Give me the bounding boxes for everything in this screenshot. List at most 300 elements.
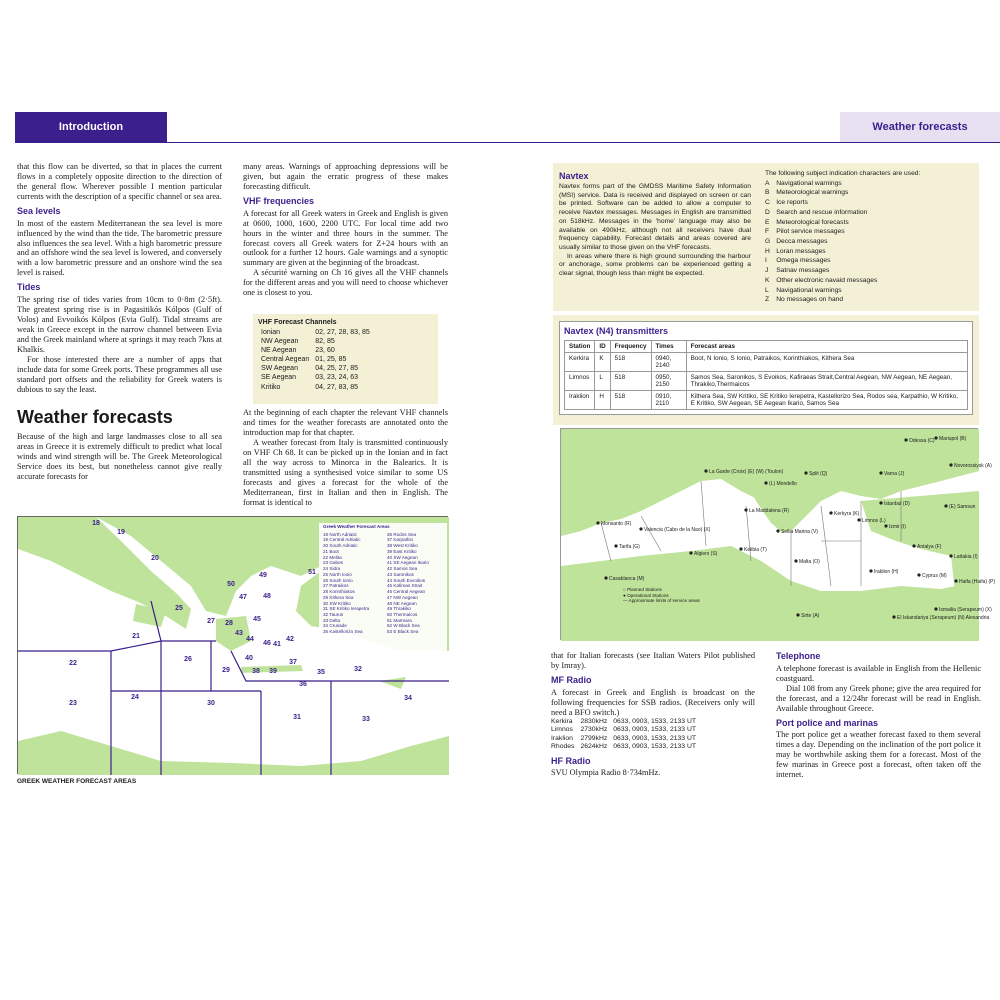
station-label: (E) Samsun bbox=[949, 504, 976, 510]
transmitter-cell: 518 bbox=[610, 353, 651, 372]
station-dot bbox=[949, 554, 952, 557]
navtex-char-code: Z bbox=[765, 296, 770, 304]
legend-entry: 38 West Kritiko bbox=[387, 543, 418, 549]
area-number: 29 bbox=[222, 667, 230, 674]
legend-entry: 24 Sidra bbox=[323, 566, 341, 572]
navtex-char-code: C bbox=[765, 199, 770, 207]
italy-forecast-paragraph: A weather forecast from Italy is transmitted continuously on VHF Ch 68. It can be picked up in the Ionian and in fact all the way across to Minorca in the Balearics. It is transmitted using a synthesised voice similar to some US forecasts and gives a forecast for the whole of the Mediterranean, first in Italian and then in English. The format is identical to bbox=[243, 437, 448, 507]
navtex-station bbox=[869, 569, 898, 575]
navtex-char-row bbox=[765, 179, 883, 189]
legend-column-b bbox=[387, 532, 447, 635]
area-number: 23 bbox=[69, 700, 77, 707]
vhf-row bbox=[258, 346, 373, 355]
area-number: 48 bbox=[263, 593, 271, 600]
legend-entry: 44 South Evvoikos bbox=[387, 577, 426, 583]
legend-entry: 43 Saronikos bbox=[387, 571, 414, 577]
transmitter-row bbox=[565, 391, 968, 410]
legend-entry: 19 Central Adriatic bbox=[323, 537, 361, 543]
vhf-area: Kritiko bbox=[261, 383, 281, 391]
legend-entry: 51 Marmara bbox=[387, 617, 412, 623]
greek-map-legend-title: Greek Weather Forecast Areas bbox=[323, 524, 390, 529]
legend-entry: 53 E Black Sea bbox=[387, 629, 419, 635]
transmitter-cell: K bbox=[595, 353, 610, 372]
station-label: Casablanca (M) bbox=[609, 576, 645, 582]
italian-forecast-paragraph: that for Italian forecasts (see Italian Waters Pilot published by Imray). bbox=[551, 651, 755, 670]
station-dot bbox=[884, 524, 887, 527]
vhf-row bbox=[258, 355, 373, 364]
tides-paragraph: The spring rise of tides varies from 10cm to 0·8m (2·5ft). The greatest spring rise is in Pagasitikós Kólpos (Gulf of Volos) and Evvoikós Kólpos (Evia Gulf). Tidal streams are weak in Greece except in the narrow channel between Evia and the Greek mainland where at springs it may reach 7kns at Khalkís. bbox=[17, 295, 222, 354]
greek-map-legend bbox=[323, 524, 447, 635]
area-number: 28 bbox=[225, 620, 233, 627]
legend-entry: 30 SW Kritiko bbox=[323, 600, 351, 606]
securite-paragraph: A sécurité warning on Ch 16 gives all the VHF channels for the different areas and you will need to choose whichever one is closest to you. bbox=[243, 268, 448, 298]
station-dot bbox=[596, 521, 599, 524]
navtex-station bbox=[776, 529, 818, 535]
mf-frequency-row bbox=[551, 718, 702, 726]
navtex-char-code: A bbox=[765, 179, 770, 187]
vhf-channels: 02, 27, 28, 83, 85 bbox=[315, 329, 370, 336]
navtex-station bbox=[614, 544, 640, 550]
station-label: Izmir (I) bbox=[889, 524, 906, 530]
mf-radio-heading: MF Radio bbox=[551, 674, 592, 685]
area-number: 25 bbox=[175, 605, 183, 612]
transmitter-cell: 518 bbox=[610, 372, 651, 391]
station-label: Iraklion (H) bbox=[874, 569, 899, 575]
navtex-char-row bbox=[765, 256, 883, 266]
header-left-label: Introduction bbox=[58, 121, 124, 133]
mf-frequency-cell: 0633, 0903, 1533, 2133 UT bbox=[613, 726, 697, 734]
station-label: Malta (O) bbox=[799, 559, 820, 565]
station-dot bbox=[776, 529, 779, 532]
mf-frequency-cell: 2830kHz bbox=[580, 717, 608, 725]
navtex-station bbox=[934, 436, 966, 442]
vhf-table bbox=[258, 328, 373, 392]
legend-entry: 33 Delta bbox=[323, 617, 341, 623]
navtex-char-code: B bbox=[765, 189, 770, 197]
area-number: 49 bbox=[259, 572, 267, 579]
navtex-station bbox=[944, 504, 975, 510]
header-right-label: Weather forecasts bbox=[872, 121, 968, 133]
station-dot bbox=[857, 518, 860, 521]
transmitter-cell: 0940, 2140 bbox=[651, 353, 686, 372]
vhf-row bbox=[258, 373, 373, 382]
station-label: El Iskandariya (Serapeum) (N) Alexandria bbox=[897, 615, 990, 621]
area-number: 51 bbox=[308, 569, 316, 576]
area-number: 21 bbox=[132, 633, 140, 640]
navtex-char-code: K bbox=[765, 276, 770, 284]
vhf-row bbox=[258, 383, 373, 392]
transmitters-heading: Navtex (N4) transmitters bbox=[564, 326, 669, 336]
navtex-station bbox=[954, 579, 995, 585]
greek-forecast-areas-map bbox=[17, 516, 448, 774]
legend-entry: 47 NW Aegean bbox=[387, 594, 418, 600]
station-label: La Maddalena (R) bbox=[749, 508, 790, 514]
station-dot bbox=[892, 615, 895, 618]
station-dot bbox=[796, 613, 799, 616]
legend-entry: 20 South Adriatic bbox=[323, 543, 358, 549]
navtex-char-desc: Meteorological forecasts bbox=[776, 218, 849, 226]
vhf-area: SW Aegean bbox=[261, 365, 298, 373]
intro-paragraph: that this flow can be diverted, so that in places the current flows in a completely opposite direction to the direction of the general flow. Wherever possible I mention particular currents with the description of a specific channel or sea area. bbox=[17, 162, 222, 201]
area-number: 43 bbox=[235, 630, 243, 637]
mf-frequency-cell: 0633, 0903, 1533, 2133 UT bbox=[613, 743, 697, 751]
vhf-channels: 04, 25, 27, 85 bbox=[315, 365, 359, 373]
navtex-station bbox=[879, 501, 910, 507]
area-number: 26 bbox=[184, 656, 192, 663]
navtex-station bbox=[917, 573, 947, 579]
mf-frequency-cell: Limnos bbox=[551, 726, 573, 734]
legend-entry: 34 Crusade bbox=[323, 623, 347, 629]
chapter-vhf-paragraph: At the beginning of each chapter the relevant VHF channels and times for the weather forecasts are annotated onto the introduction map for that chapter. bbox=[243, 408, 448, 437]
tides-paragraph-2: For those interested there are a number of apps that include data for some Greek ports. These programmes all use standard port offsets and the reliability for Greek waters is dubious to say the least. bbox=[17, 354, 222, 394]
station-label: Kerkyra (K) bbox=[834, 511, 860, 517]
vhf-area: Ionian bbox=[261, 329, 281, 336]
transmitter-cell: H bbox=[595, 391, 610, 410]
legend-entry: 41 SE Aegean Ikario bbox=[387, 560, 429, 566]
area-number: 19 bbox=[117, 529, 125, 536]
navtex-station bbox=[912, 544, 941, 550]
station-dot bbox=[614, 544, 617, 547]
vhf-row bbox=[258, 364, 373, 373]
area-number: 27 bbox=[207, 618, 215, 625]
column-4 bbox=[776, 651, 981, 780]
station-dot bbox=[917, 573, 920, 576]
weather-forecasts-heading: Weather forecasts bbox=[17, 406, 173, 427]
transmitter-cell: Limnos bbox=[565, 372, 595, 391]
legend-column-a bbox=[323, 532, 383, 635]
navtex-char-desc: Navigational warnings bbox=[776, 286, 842, 294]
navtex-char-code: H bbox=[765, 247, 770, 255]
navtex-station bbox=[857, 518, 886, 524]
legend-entry: 36 Rodos Sea bbox=[387, 531, 417, 537]
navtex-char-code: L bbox=[765, 286, 769, 294]
transmitter-row bbox=[565, 353, 968, 372]
legend-operational: ● Operational Stations bbox=[623, 592, 669, 598]
area-number: 24 bbox=[131, 694, 139, 701]
navtex-char-desc: Omega messages bbox=[776, 257, 831, 265]
vhf-row bbox=[258, 328, 373, 337]
hf-radio-heading: HF Radio bbox=[551, 755, 591, 766]
area-number: 46 bbox=[263, 640, 271, 647]
section-header-left bbox=[15, 112, 167, 142]
med-map-svg bbox=[561, 429, 996, 641]
legend-entry: 21 Boot bbox=[323, 548, 339, 554]
transmitter-column-header: Times bbox=[651, 341, 686, 353]
legend-entry: 39 East Kritiko bbox=[387, 548, 417, 554]
navtex-char-desc: Ice reports bbox=[776, 199, 808, 207]
legend-planned: ○ Planned Stations bbox=[623, 587, 662, 592]
station-dot bbox=[689, 551, 692, 554]
transmitter-cell: Kerkira bbox=[565, 353, 595, 372]
vhf-channels: 04, 27, 83, 85 bbox=[315, 383, 359, 391]
station-label: Mariupol (B) bbox=[939, 436, 967, 442]
area-number: 34 bbox=[404, 695, 412, 702]
mf-frequency-cell: 2624kHz bbox=[580, 743, 608, 751]
mf-frequency-cell: 2799kHz bbox=[580, 734, 608, 742]
navtex-station bbox=[604, 576, 644, 582]
navtex-station bbox=[904, 438, 934, 444]
mf-frequencies-table bbox=[551, 718, 702, 752]
area-number: 31 bbox=[293, 714, 301, 721]
legend-entry: 52 W Black Sea bbox=[387, 623, 420, 629]
navtex-box bbox=[553, 163, 979, 311]
station-label: Haifa (Haifa) (P) bbox=[959, 579, 996, 585]
station-label: Ismailia (Serapeum) (X) bbox=[939, 607, 992, 613]
station-label: Sellia Marina (V) bbox=[781, 529, 818, 535]
legend-entry: 31 SE Kritiko Ierapetra bbox=[323, 606, 370, 612]
navtex-char-code: E bbox=[765, 218, 770, 226]
station-dot bbox=[804, 471, 807, 474]
navtex-char-desc: Pilot service messages bbox=[776, 228, 845, 236]
transmitter-row bbox=[565, 372, 968, 391]
navtex-char-row bbox=[765, 208, 883, 218]
legend-entry: 49 Thrakiko bbox=[387, 606, 411, 612]
transmitter-cell: Iraklion bbox=[565, 391, 595, 410]
vhf-table-title: VHF Forecast Channels bbox=[258, 319, 337, 326]
station-dot bbox=[794, 559, 797, 562]
transmitter-cell: Boot, N Ionio, S Ionio, Patraikos, Korinthiakos, Kithera Sea bbox=[686, 353, 967, 372]
section-header-right bbox=[840, 112, 1000, 142]
legend-entry: 18 North Adriatic bbox=[323, 531, 357, 537]
station-label: Kelibia (T) bbox=[744, 547, 767, 553]
area-number: 37 bbox=[289, 659, 297, 666]
column-1 bbox=[17, 162, 222, 482]
navtex-char-row bbox=[765, 198, 883, 208]
area-number: 44 bbox=[246, 636, 254, 643]
station-dot bbox=[934, 607, 937, 610]
navtex-char-row bbox=[765, 188, 883, 198]
vhf-channels: 23, 60 bbox=[315, 347, 335, 355]
navtex-stations-map bbox=[560, 428, 996, 640]
station-dot bbox=[869, 569, 872, 572]
navtex-station bbox=[949, 463, 992, 469]
station-dot bbox=[954, 579, 957, 582]
mf-frequency-cell: 0633, 0903, 1533, 2133 UT bbox=[613, 717, 697, 725]
area-number: 47 bbox=[239, 594, 247, 601]
station-label: Split (Q) bbox=[809, 471, 828, 477]
legend-entry: 42 Samos Sea bbox=[387, 566, 418, 572]
sea-levels-heading: Sea levels bbox=[17, 205, 61, 216]
navtex-paragraph: Navtex forms part of the GMDSS Maritime Safety Information (MSI) service. Data is received and displayed on screen or can be printed. Software can be added to allow a computer to receive Navtex messages. Messages in English are transmitted on 518kHz. Messages in the 'home' language may also be available on 490kHz, although not all receivers have dual frequency capability. Forecast details and areas covered are usually similar to those given on the VHF forecasts. bbox=[559, 183, 751, 251]
station-label: Novorossiysk (A) bbox=[954, 463, 992, 469]
station-label: Lattakia (I) bbox=[954, 554, 978, 560]
navtex-char-row bbox=[765, 276, 883, 286]
navtex-chars-intro: The following subject indication characters are used: bbox=[765, 170, 921, 177]
area-number: 40 bbox=[245, 655, 253, 662]
navtex-station bbox=[934, 607, 992, 613]
area-number: 20 bbox=[151, 555, 159, 562]
area-number: 38 bbox=[252, 668, 260, 675]
navtex-char-row bbox=[765, 218, 883, 228]
legend-entry: 32 Taurus bbox=[323, 612, 344, 618]
vhf-heading: VHF frequencies bbox=[243, 195, 315, 206]
legend-entry: 22 Melita bbox=[323, 554, 342, 560]
station-label: Antalya (F) bbox=[917, 544, 942, 550]
hf-radio-paragraph: SVU Olympia Radio 8·734mHz. bbox=[551, 768, 661, 778]
telephone-heading: Telephone bbox=[776, 651, 821, 661]
mf-frequency-cell: Iraklion bbox=[551, 734, 573, 742]
area-number: 39 bbox=[269, 668, 277, 675]
station-label: Varna (J) bbox=[884, 471, 905, 477]
navtex-char-row bbox=[765, 237, 883, 247]
station-label: Limnos (L) bbox=[862, 518, 886, 524]
navtex-char-desc: Search and rescue information bbox=[776, 208, 868, 216]
transmitter-cell: L bbox=[595, 372, 610, 391]
legend-entry: 28 Korinthiakos bbox=[323, 589, 355, 595]
vhf-row bbox=[258, 337, 373, 346]
navtex-char-row bbox=[765, 266, 883, 276]
mf-frequency-row bbox=[551, 726, 702, 734]
station-dot bbox=[739, 547, 742, 550]
legend-entry: 50 Thermaicos bbox=[387, 612, 418, 618]
column-2 bbox=[243, 162, 448, 298]
tides-heading: Tides bbox=[17, 282, 41, 293]
vhf-channels-box bbox=[253, 314, 438, 404]
mf-frequency-cell: 2730kHz bbox=[580, 726, 608, 734]
navtex-char-desc: Meteorological warnings bbox=[776, 189, 849, 197]
transmitter-column-header: Forecast areas bbox=[686, 341, 967, 353]
vhf-paragraph: A forecast for all Greek waters in Greek and English is given at 0600, 1000, 1600, 2200 UTC. For local time add two hours in the winter and three hours in the summer. The forecast covers all Greek waters for Z+24 hours with an outlook for a further 12 hours. Gale warnings and a synoptic summary are given at the beginning of the broadcast. bbox=[243, 208, 448, 268]
navtex-char-code: J bbox=[765, 267, 769, 275]
navtex-char-code: F bbox=[765, 228, 770, 236]
vhf-channels: 03, 23, 24, 63 bbox=[315, 374, 359, 382]
navtex-station bbox=[879, 471, 904, 477]
navtex-char-desc: Navigational warnings bbox=[776, 179, 842, 187]
navtex-char-row bbox=[765, 247, 883, 257]
area-number: 18 bbox=[92, 520, 100, 527]
navtex-station bbox=[704, 469, 783, 475]
port-police-paragraph: The port police get a weather forecast faxed to them several times a day. Depending on the inclination of the port police it may be worthwhile asking them for a forecast. Most of the few marinas in Greece post a forecast, often taken off the internet. bbox=[776, 730, 981, 780]
weather-forecasts-paragraph: Because of the high and large landmasses close to all sea areas in Greece it is extremely difficult to predict what local winds and wind strength will be. The Greek Meteorological Service does its best, but nonetheless cannot give really accurate forecasts for bbox=[17, 432, 222, 482]
navtex-transmitters-box bbox=[553, 315, 979, 425]
transmitter-cell: Kithera Sea, SW Kritiko, SE Kritiko Ierepetra, Kastellorizo Sea, Rodos sea, Karpathio, W Kritiko, E Kritiko, SW Aegean, SE Aegean Ikario, Samos Sea bbox=[686, 391, 967, 410]
area-number: 36 bbox=[299, 681, 307, 688]
telephone-paragraph-2: Dial 108 from any Greek phone; give the area required for the forecast, and a 12/24hr forecast will be read in English. Available throughout Greece. bbox=[776, 683, 981, 713]
station-dot bbox=[879, 471, 882, 474]
area-number: 35 bbox=[317, 669, 325, 676]
station-dot bbox=[829, 511, 832, 514]
column-3 bbox=[551, 651, 755, 778]
mf-frequency-row bbox=[551, 735, 702, 743]
navtex-station bbox=[689, 551, 717, 557]
transmitter-column-header: Frequency bbox=[610, 341, 651, 353]
telephone-paragraph: A telephone forecast is available in English from the Hellenic coastguard. bbox=[776, 663, 981, 683]
mf-frequency-row bbox=[551, 743, 702, 751]
navtex-char-code: D bbox=[765, 208, 770, 216]
mf-frequency-cell: 0633, 0903, 1533, 2133 UT bbox=[613, 734, 697, 742]
navtex-char-row bbox=[765, 227, 883, 237]
legend-entry: 27 Patraikos bbox=[323, 583, 349, 589]
navtex-char-row bbox=[765, 295, 883, 305]
station-label: La Garde (Croix) (E) (W) (Toulon) bbox=[709, 469, 784, 475]
port-police-heading: Port police and marinas bbox=[776, 717, 879, 728]
mf-frequency-cell: Rhodes bbox=[551, 743, 575, 751]
navtex-station bbox=[744, 508, 789, 514]
legend-entry: 45 Kafireas Strait bbox=[387, 583, 423, 589]
navtex-chars-table bbox=[765, 179, 883, 305]
navtex-char-desc: Other electronic navaid messages bbox=[776, 276, 878, 284]
header-rule bbox=[15, 142, 1000, 143]
mf-radio-paragraph: A forecast in Greek and English is broadcast on the following frequencies for SSB radios. (Receivers only will need a BFO switch.) bbox=[551, 687, 755, 717]
transmitter-cell: 0910, 2110 bbox=[651, 391, 686, 410]
column-2-lower bbox=[243, 408, 448, 508]
area-number: 41 bbox=[273, 641, 281, 648]
med-map-legend bbox=[623, 587, 723, 604]
navtex-char-code: I bbox=[765, 257, 767, 265]
station-dot bbox=[949, 463, 952, 466]
area-number: 33 bbox=[362, 716, 370, 723]
vhf-area: NE Aegean bbox=[261, 347, 297, 355]
navtex-station bbox=[892, 615, 989, 621]
navtex-station bbox=[829, 511, 859, 517]
greek-map-caption: GREEK WEATHER FORECAST AREAS bbox=[17, 778, 137, 785]
transmitters-table bbox=[564, 340, 968, 410]
station-label: Tarifa (G) bbox=[619, 544, 640, 550]
navtex-char-desc: Loran messages bbox=[776, 247, 826, 255]
navtex-station bbox=[764, 481, 797, 487]
station-label: Cyprus (M) bbox=[922, 573, 947, 579]
transmitter-cell: 518 bbox=[610, 391, 651, 410]
legend-entry: 29 Kithera Sea bbox=[323, 594, 354, 600]
transmitter-column-header: ID bbox=[595, 341, 610, 353]
navtex-station bbox=[596, 521, 631, 527]
legend-entry: 35 Kastellorizo Sea bbox=[323, 629, 363, 635]
station-dot bbox=[879, 501, 882, 504]
vhf-area: SE Aegean bbox=[261, 374, 297, 382]
navtex-station bbox=[739, 547, 767, 553]
vhf-area: Central Aegean bbox=[261, 356, 310, 364]
area-number: 45 bbox=[253, 616, 261, 623]
station-label: Sirte (A) bbox=[801, 613, 820, 619]
station-label: Odessa (C) bbox=[909, 438, 935, 444]
navtex-char-desc: Satnav messages bbox=[776, 267, 830, 275]
area-number: 30 bbox=[207, 700, 215, 707]
navtex-heading: Navtex bbox=[559, 171, 589, 181]
navtex-station bbox=[949, 554, 978, 560]
area-number: 32 bbox=[354, 666, 362, 673]
navtex-station bbox=[639, 527, 710, 533]
station-dot bbox=[934, 436, 937, 439]
navtex-char-desc: No messages on hand bbox=[776, 296, 844, 304]
navtex-char-code: G bbox=[765, 238, 771, 246]
station-dot bbox=[912, 544, 915, 547]
station-dot bbox=[764, 481, 767, 484]
station-label: Monsanto (R) bbox=[601, 521, 632, 527]
station-dot bbox=[704, 469, 707, 472]
station-dot bbox=[604, 576, 607, 579]
legend-limits: — Approximate limits of service areas bbox=[623, 598, 700, 604]
legend-entry: 26 South Ionio bbox=[323, 577, 353, 583]
station-label: Istanbul (D) bbox=[884, 501, 910, 507]
transmitter-column-header: Station bbox=[565, 341, 595, 353]
station-label: Valencia (Cabo de la Nao) (X) bbox=[644, 527, 711, 533]
area-number: 50 bbox=[227, 581, 235, 588]
mf-frequency-cell: Kerkira bbox=[551, 717, 573, 725]
navtex-paragraph-2: In areas where there is high ground surrounding the harbour or anchorage, some problems can be experienced getting a clear signal, though less than might be expected. bbox=[559, 252, 751, 278]
legend-entry: 46 Central Aegean bbox=[387, 589, 426, 595]
transmitter-cell: 0950, 2150 bbox=[651, 372, 686, 391]
depressions-paragraph: many areas. Warnings of approaching depressions will be given, but again the erratic progress of these makes forecasting difficult. bbox=[243, 162, 448, 191]
area-number: 42 bbox=[286, 636, 294, 643]
navtex-char-desc: Decca messages bbox=[776, 238, 828, 246]
sea-levels-paragraph: In most of the eastern Mediterranean the sea level is more influenced by the wind than the tide. The barometric pressure also influences the sea level. With a high barometric pressure and an offshore wind the sea level is lowered, and conversely with a low barometric pressure and an onshore wind the sea level is raised. bbox=[17, 218, 222, 278]
station-dot bbox=[944, 504, 947, 507]
transmitter-cell: Samos Sea, Saronikos, S Evoikos, Kafiraeas Strait,Central Aegean, NW Aegean, NE Aegean, Thrakiko,Thermaicos bbox=[686, 372, 967, 391]
legend-entry: 40 SW Aegean bbox=[387, 554, 418, 560]
legend-entry: 25 North Ionio bbox=[323, 571, 352, 577]
legend-entry: 37 Karpathio bbox=[387, 537, 414, 543]
vhf-channels: 01, 25, 85 bbox=[315, 356, 347, 364]
